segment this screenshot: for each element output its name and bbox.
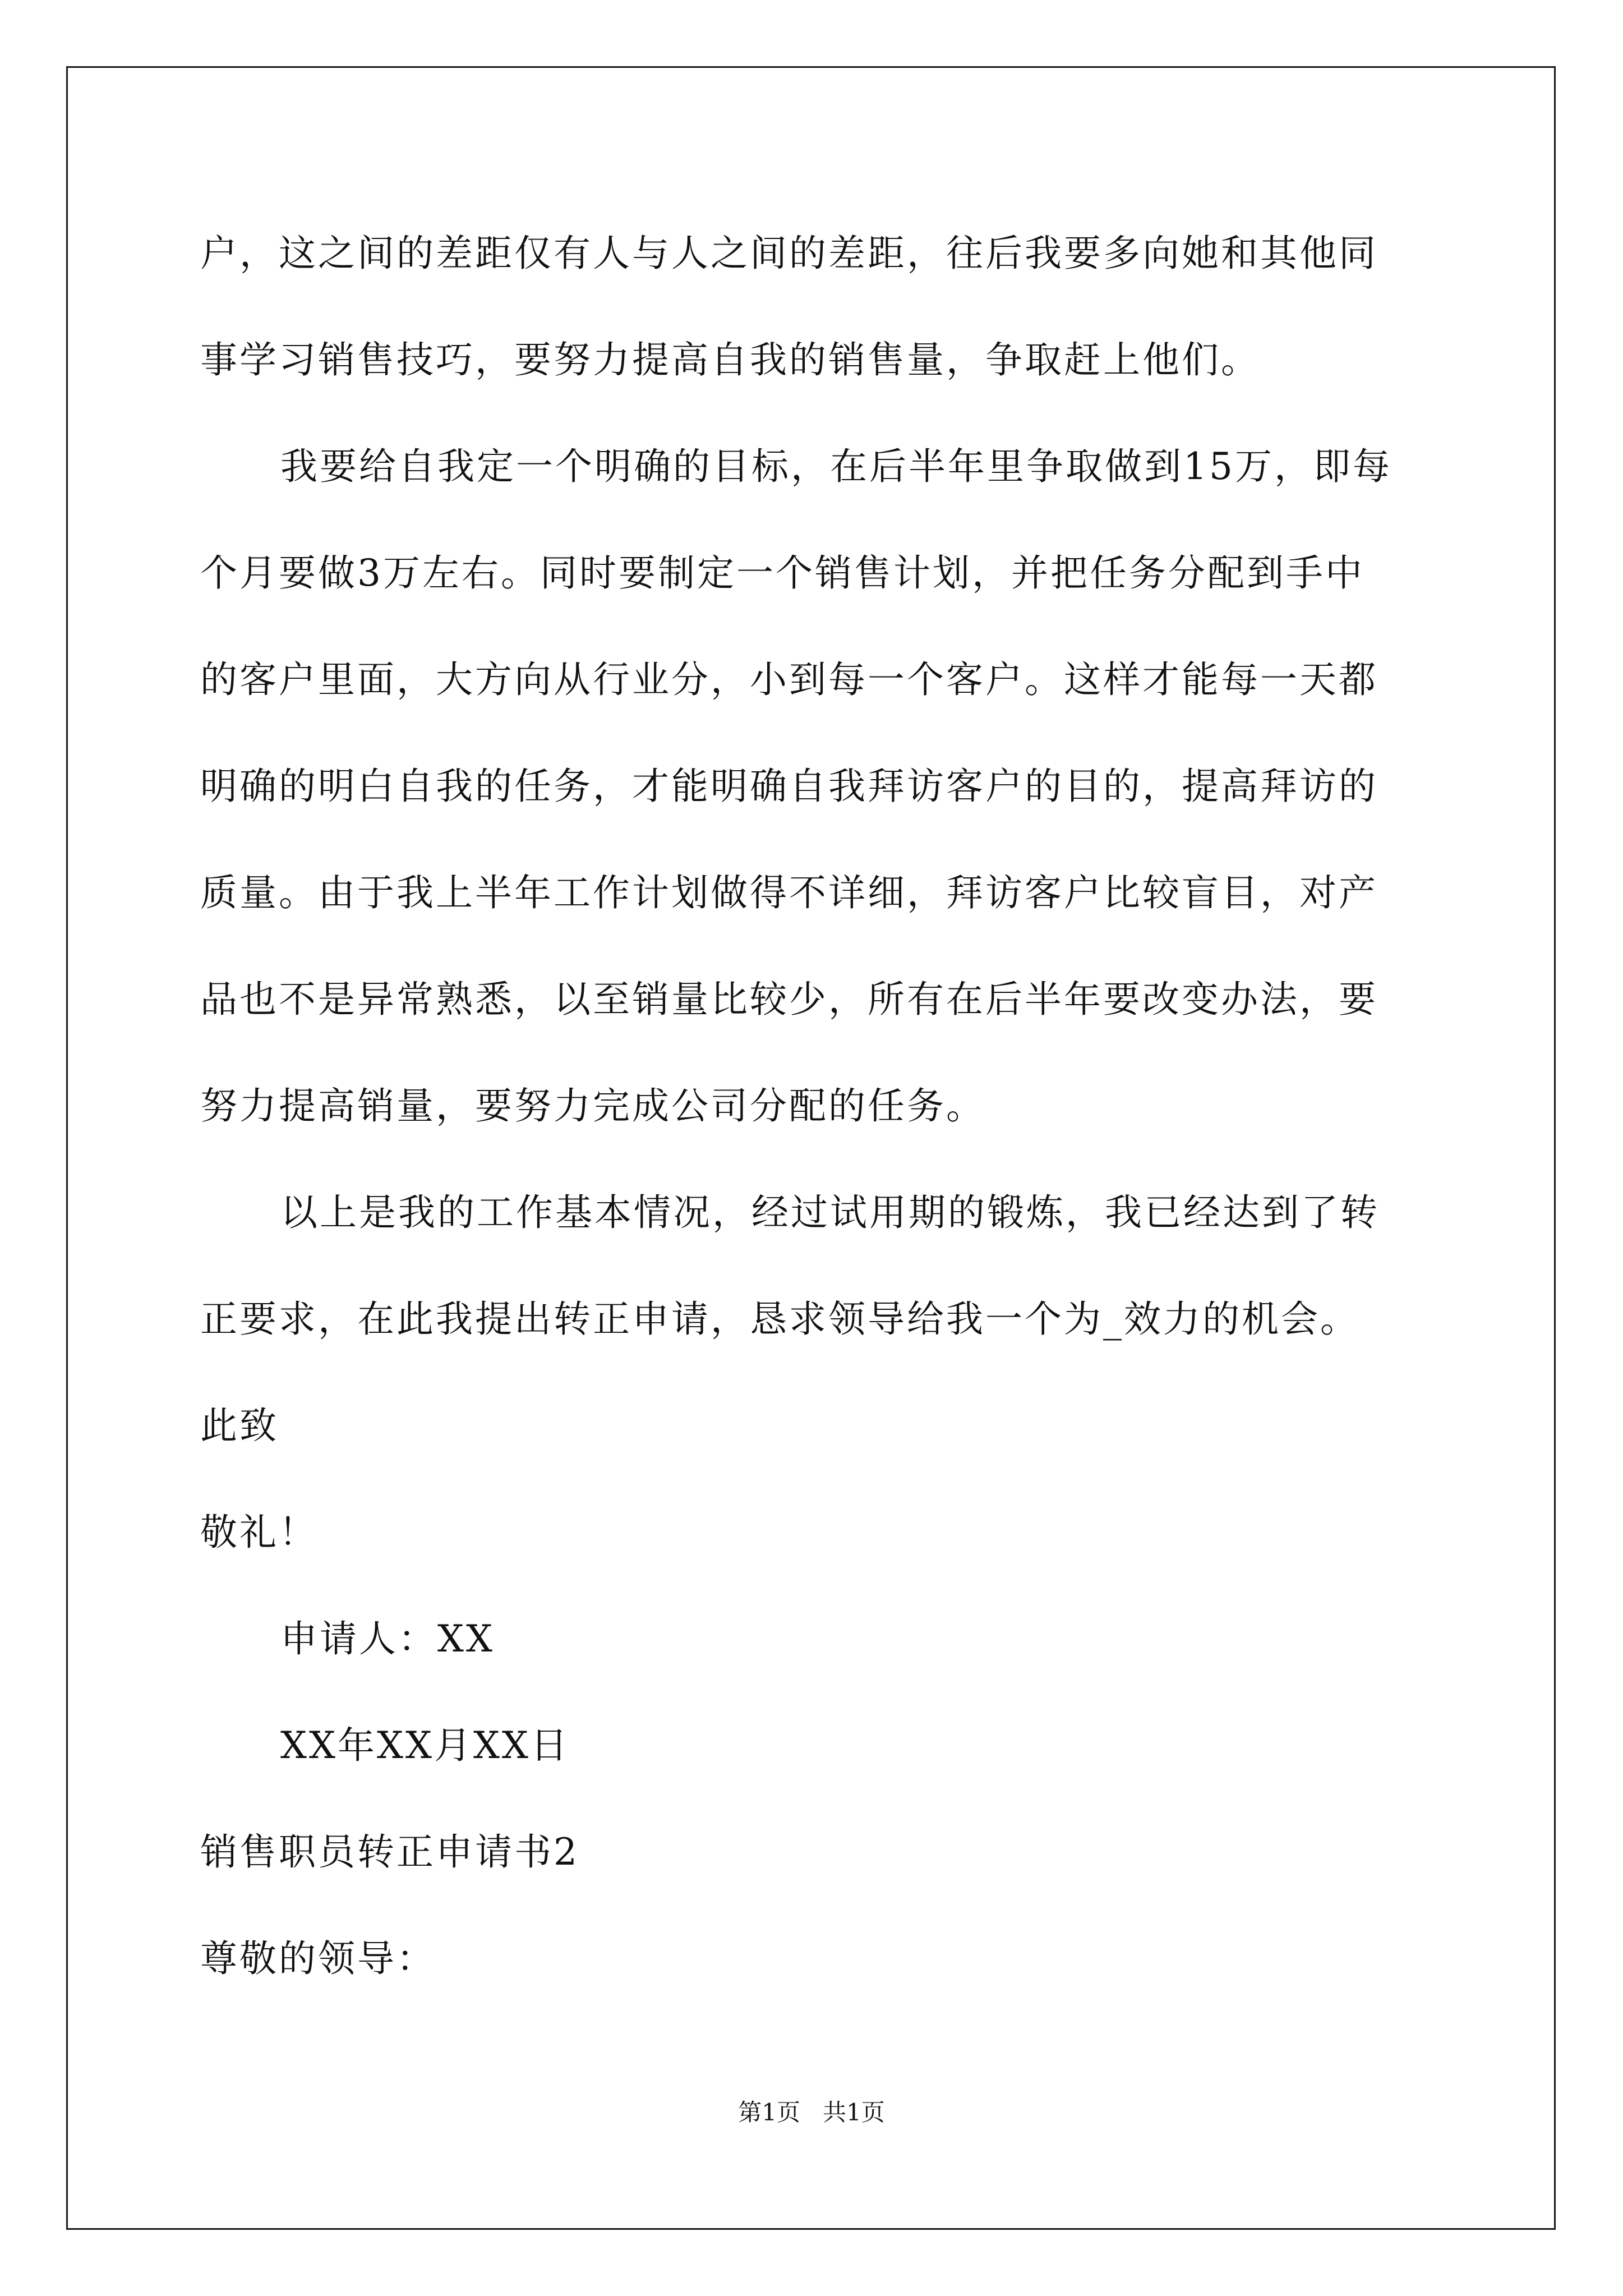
text-line-5: 的客户里面，大方向从行业分，小到每一个客户。这样才能每一天都 <box>200 658 1378 701</box>
text-line-11: 正要求，在此我提出转正申请，恳求领导给我一个为_效力的机会。 <box>200 1297 1359 1341</box>
section-heading: 销售职员转正申请书2 <box>200 1830 579 1874</box>
text-line-7: 质量。由于我上半年工作计划做得不详细，拜访客户比较盲目，对产 <box>200 871 1378 914</box>
text-line-3: 我要给自我定一个明确的目标，在后半年里争取做到15万，即每 <box>280 445 1392 488</box>
date-line: XX年XX月XX日 <box>280 1724 570 1767</box>
page-footer: 第1页 共1页 <box>738 2099 885 2126</box>
text-line-8: 品也不是异常熟悉，以至销量比较少，所有在后半年要改变办法，要 <box>200 978 1378 1021</box>
text-line-2: 事学习销售技巧，要努力提高自我的销售量，争取赶上他们。 <box>200 338 1260 381</box>
closing-line: 此致 <box>200 1404 279 1447</box>
text-line-6: 明确的明白自我的任务，才能明确自我拜访客户的目的，提高拜访的 <box>200 765 1378 808</box>
text-line-10: 以上是我的工作基本情况，经过试用期的锻炼，我已经达到了转 <box>280 1191 1380 1234</box>
salutation-line: 敬礼！ <box>200 1511 318 1554</box>
text-line-4: 个月要做3万左右。同时要制定一个销售计划，并把任务分配到手中 <box>200 551 1364 595</box>
text-line-9: 努力提高销量，要努力完成公司分配的任务。 <box>200 1084 985 1128</box>
page-border <box>66 66 1556 2230</box>
greeting-line: 尊敬的领导： <box>200 1937 436 1980</box>
applicant-line: 申请人：XX <box>280 1617 495 1660</box>
text-line-1: 户，这之间的差距仅有人与人之间的差距，往后我要多向她和其他同 <box>200 232 1378 275</box>
